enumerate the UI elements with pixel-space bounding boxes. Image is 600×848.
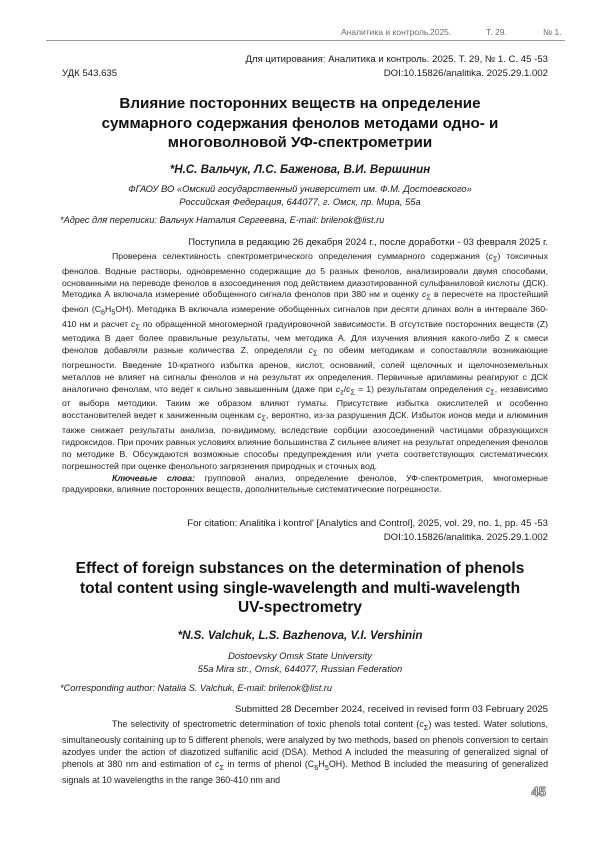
doi-ru: DOI:10.15826/analitika. 2025.29.1.002 — [384, 68, 548, 79]
title-ru-line-2: суммарного содержания фенолов методами одно- и — [60, 114, 540, 134]
affiliation-ru-line-1: ФГАОУ ВО «Омский государственный университет им. Ф.М. Достоевского» — [60, 182, 540, 195]
title-en-line-2: total content using single-wavelength and multi-wavelength — [60, 579, 540, 599]
title-ru-line-1: Влияние посторонних веществ на определение — [60, 94, 540, 114]
header-year: 2025. — [430, 27, 451, 37]
header-number: № 1. — [543, 27, 562, 37]
affiliation-en — [60, 649, 540, 675]
citation-en: For citation: Analitika i kontrol' [Analytics and Control], 2025, vol. 29, no. 1, pp. 45 -53 — [187, 518, 548, 529]
abstract-en-text: The selectivity of spectrometric determination of toxic phenols total content (cΣ) was tested. Water solutions, simultaneously containing up to 5 different phenols, were analyzed by two methods, based on phenols conversion to certain azodyes under the action of diazotized sulfanilic acid (DSA). Method A included the measuring of generalized signal of phenols at 380 nm and estimation of cΣ in terms of phenol (C6H5OH). Method B included the measuring of generalized signals at 10 wavelengths in the range 360-410 nm and — [62, 718, 548, 786]
running-header — [46, 18, 565, 41]
article-title-ru — [60, 94, 540, 153]
title-ru-line-3: многоволновой УФ-спектрометрии — [60, 133, 540, 153]
keywords-label: Ключевые слова: — [112, 473, 195, 483]
received-en: Submitted 28 December 2024, received in revised form 03 February 2025 — [235, 704, 548, 715]
header-journal: Аналитика и контроль. — [341, 27, 431, 37]
affiliation-en-line-1: Dostoevsky Omsk State University — [60, 649, 540, 662]
authors-ru: *Н.С. Вальчук, Л.С. Баженова, В.И. Вершинин — [60, 163, 540, 176]
keywords-ru — [62, 473, 548, 497]
corresponding-ru: *Адрес для переписки: Вальчук Наталия Сергеевна, E-mail: brilenok@list.ru — [60, 215, 384, 225]
affiliation-ru-line-2: Российская Федерация, 644077, г. Омск, пр. Мира, 55а — [60, 195, 540, 208]
udk-code: УДК 543.635 — [62, 68, 117, 79]
article-title-en — [60, 559, 540, 618]
authors-en: *N.S. Valchuk, L.S. Bazhenova, V.I. Vershinin — [60, 629, 540, 642]
corresponding-en: *Corresponding author: Natalia S. Valchuk, E-mail: brilenok@list.ru — [60, 683, 332, 693]
page-number: 45 — [532, 784, 546, 799]
citation-ru: Для цитирования: Аналитика и контроль. 2025. Т. 29, № 1. С. 45 -53 — [245, 54, 548, 65]
abstract-ru-text: Проверена селективность спектрометрического определения суммарного содержания (cΣ) токсичных фенолов. Водные растворы, одновременно содержащие до 5 разных фенолов, анализировали двумя способами, основанными на переводе фенолов в азосоединения под действием диазотированной сульфаниловой кислоты (ДСК). Методика А включала измерение обобщенного сигнала фенолов при 380 нм и оценку cΣ в пересчете на простейший фенол (C6H5OH). Методика В включала измерение обобщенных сигналов при десяти длинах волн в интервале 360-410 нм и расчет cΣ по обращенной многомерной градуировочной зависимости. В отсутствие посторонних веществ (Z) методика В дает более правильные результаты, чем методика А. Для изучения влияния какого-либо Z к смеси фенолов добавляли разные количества Z, определяли cΣ по обеим методикам и сопоставляли возникающие погрешности. Введение 10-кратного избытка аренов, кислот, оснований, солей щелочных и щелочноземельных металлов не влияет на сигналы фенолов и на результат их определения. Первичные ариламины реагируют с ДСК аналогично фенолам, что ведет к сильно завышенным (даже при cz/cΣ = 1) результатам определения cΣ, независимо от выбора методики. Таким же образом влияют гуматы. Присутствие избытка окислителей и особенно восстановителей ведет к заниженным оценкам cΣ, вероятно, из-за разрушения ДСК. Избыток ионов меди и алюминия также снижает результаты анализа, по-видимому, вследствие сорбции азосоединений частицами образующихся гидроксидов. При прочих равных условиях влияние большинства Z сильнее влияет на результат определения фенолов по методике В. Обсуждаются возможные способы предупреждения или учета соответствующих систематических погрешностей при оценке фенольного загрязнения природных и сточных вод. — [62, 251, 548, 473]
title-en-line-3: UV-spectrometry — [60, 598, 540, 618]
affiliation-ru — [60, 182, 540, 208]
keywords-text: групповой анализ, определение фенолов, УФ-спектрометрия, многомерные градуировки, влияние посторонних веществ, дополнительные систематические погрешности. — [62, 473, 548, 495]
abstract-ru — [62, 251, 548, 496]
doi-en: DOI:10.15826/analitika. 2025.29.1.002 — [384, 532, 548, 543]
received-ru: Поступила в редакцию 26 декабря 2024 г., после доработки - 03 февраля 2025 г. — [188, 237, 548, 248]
affiliation-en-line-2: 55a Mira str., Omsk, 644077, Russian Federation — [60, 662, 540, 675]
title-en-line-1: Effect of foreign substances on the determination of phenols — [60, 559, 540, 579]
header-volume: Т. 29. — [486, 27, 507, 37]
abstract-en — [62, 718, 548, 786]
